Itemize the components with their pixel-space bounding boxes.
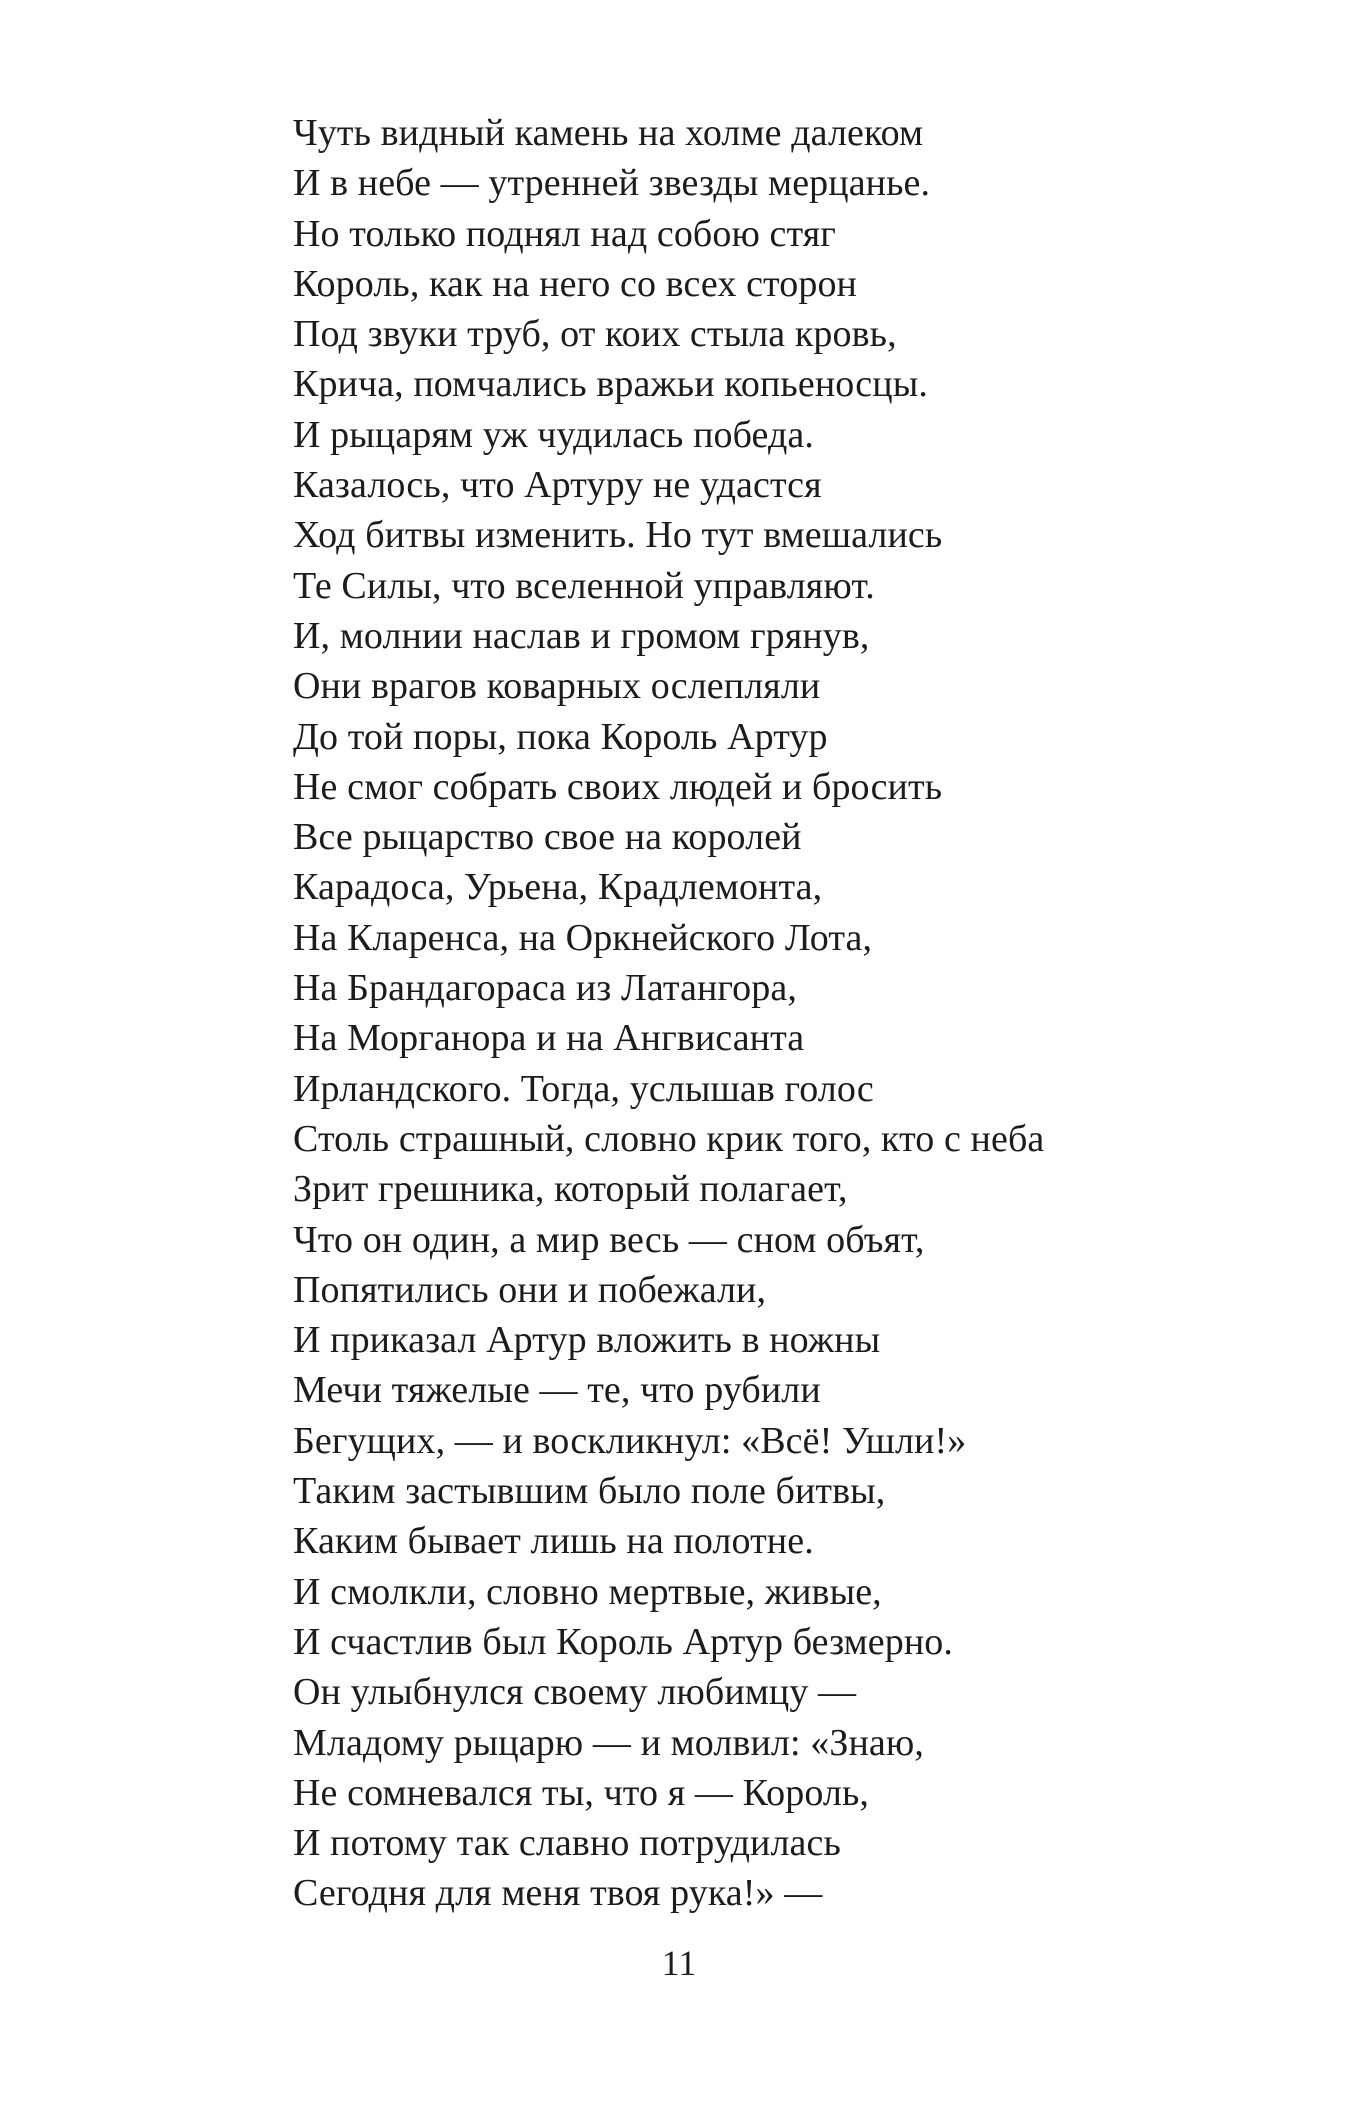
- poem-line: Под звуки труб, от коих стыла кровь,: [293, 313, 897, 356]
- poem-line: Сегодня для меня твоя рука!» —: [293, 1872, 823, 1915]
- page-number: 11: [661, 1943, 697, 1983]
- poem-line: Те Силы, что вселенной управляют.: [293, 564, 875, 607]
- poem-line: Попятились они и побежали,: [293, 1268, 767, 1311]
- poem-line: Он улыбнулся своему любимцу —: [293, 1671, 857, 1714]
- poem-line: На Кларенса, на Оркнейского Лота,: [293, 916, 873, 959]
- poem-line: Крича, помчались вражьи копьеносцы.: [293, 363, 928, 406]
- poem-line: На Брандагораса из Латангора,: [293, 967, 797, 1010]
- poem-line: Столь страшный, словно крик того, кто с неба: [293, 1117, 1045, 1160]
- poem-line: Все рыцарство свое на королей: [293, 816, 802, 859]
- poem-line: Что он один, а мир весь — сном объят,: [293, 1218, 925, 1261]
- poem-line: На Морганора и на Ангвисанта: [293, 1017, 805, 1060]
- poem-line: До той поры, пока Король Артур: [293, 715, 828, 758]
- poem-text: [293, 108, 1313, 1919]
- poem-line: И приказал Артур вложить в ножны: [293, 1319, 881, 1362]
- poem-line: Карадоса, Урьена, Крадлемонта,: [293, 866, 823, 909]
- poem-line: Чуть видный камень на холме далеком: [293, 112, 924, 154]
- poem-line: Младому рыцарю — и молвил: «Знаю,: [293, 1721, 924, 1764]
- poem-line: Не сомневался ты, что я — Король,: [293, 1771, 870, 1814]
- poem-line: И, молнии наслав и громом грянув,: [293, 614, 870, 657]
- poem-line: Каким бывает лишь на полотне.: [293, 1520, 814, 1563]
- poem-line: Зрит грешника, который полагает,: [293, 1168, 848, 1211]
- poem-line: Ход битвы изменить. Но тут вмешались: [293, 514, 943, 557]
- poem-line: Не смог собрать своих людей и бросить: [293, 765, 943, 808]
- poem-line: И рыцарям уж чудилась победа.: [293, 413, 815, 456]
- poem-line: И смолкли, словно мертвые, живые,: [293, 1570, 882, 1613]
- poem-line: Ирландского. Тогда, услышав голос: [293, 1067, 874, 1110]
- poem-line: И счастлив был Король Артур безмерно.: [293, 1620, 953, 1663]
- poem-line: Но только поднял над собою стяг: [293, 212, 836, 255]
- poem-line: И потому так славно потрудилась: [293, 1822, 841, 1865]
- poem-line: Бегущих, — и воскликнул: «Всё! Ушли!»: [293, 1419, 967, 1462]
- poem-line: Они врагов коварных ослепляли: [293, 665, 821, 708]
- poem-line: Казалось, что Артуру не удастся: [293, 464, 822, 507]
- poem-line: Король, как на него со всех сторон: [293, 262, 857, 305]
- poem-line: И в небе — утренней звезды мерцанье.: [293, 162, 931, 205]
- poem-line: Мечи тяжелые — те, что рубили: [293, 1369, 821, 1412]
- poem-line: Таким застывшим было поле битвы,: [293, 1470, 886, 1513]
